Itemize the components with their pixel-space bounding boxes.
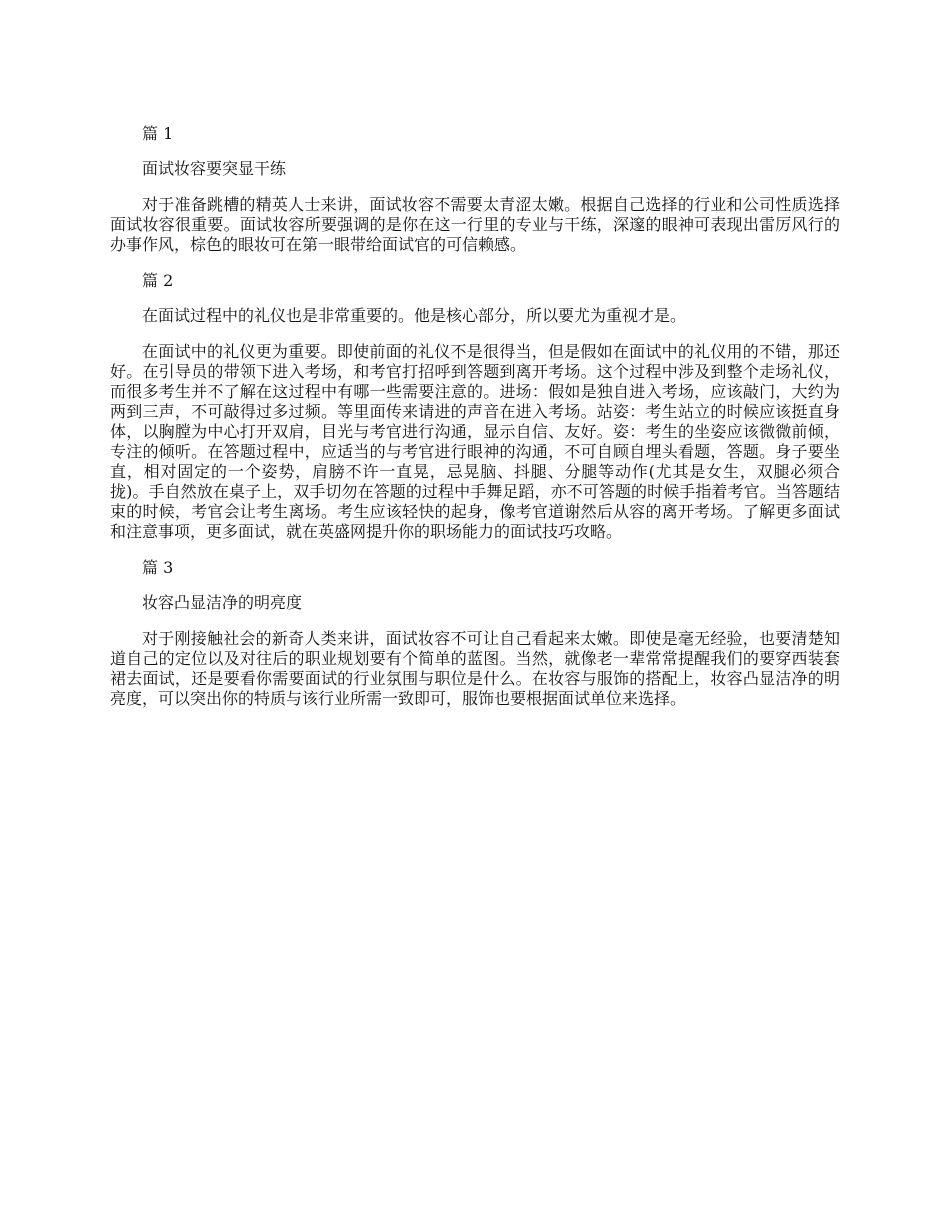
section-2-paragraph-1: 在面试过程中的礼仪也是非常重要的。他是核心部分，所以要尤为重视才是。	[142, 306, 687, 325]
document-page	[110, 124, 840, 725]
section-1-subtitle: 面试妆容要突显干练	[142, 159, 287, 178]
section-3-heading: 篇 3	[142, 558, 174, 577]
section-2-heading: 篇 2	[142, 271, 174, 290]
section-3-paragraph-1: 对于刚接触社会的新奇人类来讲，面试妆容不可让自己看起来太嫩。即使是毫无经验，也要清楚知道自己的定位以及对往后的职业规划要有个简单的蓝图。当然，就像老一辈常常提醒我们的要穿西装套裙去面试，还是要看你需要面试的行业氛围与职位是什么。在妆容与服饰的搭配上，妆容凸显洁净的明亮度，可以突出你的特质与该行业所需一致即可，服饰也要根据面试单位来选择。	[110, 629, 840, 708]
section-2-paragraph-2: 在面试中的礼仪更为重要。即使前面的礼仪不是很得当，但是假如在面试中的礼仪用的不错，那还好。在引导员的带领下进入考场，和考官打招呼到答题到离开考场。这个过程中涉及到整个走场礼仪，而很多考生并不了解在这过程中有哪一些需要注意的。进场：假如是独自进入考场，应该敲门，大约为两到三声，不可敲得过多过频。等里面传来请进的声音在进入考场。站姿：考生站立的时候应该挺直身体，以胸膛为中心打开双肩，目光与考官进行沟通，显示自信、友好。姿：考生的坐姿应该微微前倾，专注的倾听。在答题过程中，应适当的与考官进行眼神的沟通，不可自顾自埋头看题，答题。身子要坐直，相对固定的一个姿势，肩膀不许一直晃，忌晃脑、抖腿、分腿等动作(尤其是女生，双腿必须合拢)。手自然放在桌子上，双手切勿在答题的过程中手舞足蹈，亦不可答题的时候手指着考官。当答题结束的时候，考官会让考生离场。考生应该轻快的起身，像考官道谢然后从容的离开考场。了解更多面试和注意事项，更多面试，就在英盛网提升你的职场能力的面试技巧攻略。	[110, 342, 840, 541]
section-3-subtitle: 妆容凸显洁净的明亮度	[142, 593, 303, 612]
section-1-heading: 篇 1	[142, 124, 174, 143]
section-1-paragraph-1: 对于准备跳槽的精英人士来讲，面试妆容不需要太青涩太嫩。根据自己选择的行业和公司性质选择面试妆容很重要。面试妆容所要强调的是你在这一行里的专业与干练，深邃的眼神可表现出雷厉风行的办事作风，棕色的眼妆可在第一眼带给面试官的可信赖感。	[110, 195, 840, 254]
